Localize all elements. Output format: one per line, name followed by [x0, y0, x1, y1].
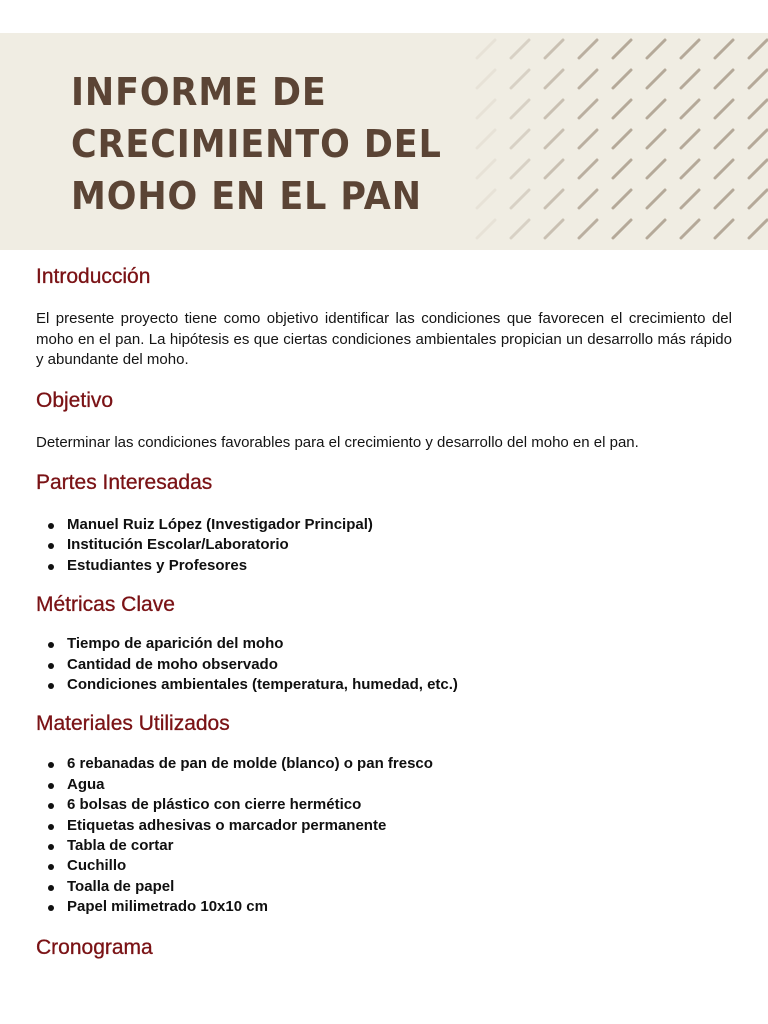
list-item: Etiquetas adhesivas o marcador permanente [36, 816, 732, 836]
pattern-dash [681, 130, 699, 148]
intro-section [36, 262, 732, 371]
list-item: 6 bolsas de plástico con cierre hermético [36, 795, 732, 815]
pattern-dash [681, 100, 699, 118]
pattern-dash [477, 100, 495, 118]
pattern-dash [545, 40, 563, 58]
list-item: Papel milimetrado 10x10 cm [36, 897, 732, 917]
objective-text: Determinar las condiciones favorables para el crecimiento y desarrollo del moho en el pan. [36, 433, 639, 451]
pattern-dash [715, 220, 733, 238]
pattern-dash [477, 220, 495, 238]
list-item: 6 rebanadas de pan de molde (blanco) o pan fresco [36, 754, 732, 774]
materials-list [36, 754, 732, 917]
materials-section [36, 709, 732, 917]
pattern-dash [511, 160, 529, 178]
pattern-dash [749, 40, 767, 58]
schedule-section [36, 933, 732, 963]
pattern-dash [613, 220, 631, 238]
pattern-dash [715, 130, 733, 148]
pattern-dash [647, 70, 665, 88]
list-item: Agua [36, 775, 732, 795]
pattern-dash [613, 190, 631, 208]
stakeholders-section [36, 468, 732, 576]
pattern-dash [647, 220, 665, 238]
pattern-dash [545, 130, 563, 148]
pattern-dash [579, 40, 597, 58]
pattern-dash [715, 40, 733, 58]
title-line-1: INFORME DE [71, 70, 327, 114]
pattern-dash [715, 70, 733, 88]
pattern-dash [545, 160, 563, 178]
pattern-dash [545, 100, 563, 118]
pattern-dash [647, 130, 665, 148]
pattern-dash [511, 40, 529, 58]
list-item: Tabla de cortar [36, 836, 732, 856]
pattern-dash [681, 70, 699, 88]
pattern-dash [545, 70, 563, 88]
pattern-dash [579, 160, 597, 178]
pattern-dash [579, 220, 597, 238]
title-line-2: CRECIMIENTO DEL [71, 122, 442, 166]
pattern-dash [681, 190, 699, 208]
pattern-dash [511, 220, 529, 238]
list-item: Institución Escolar/Laboratorio [36, 535, 732, 555]
pattern-dash [477, 130, 495, 148]
metrics-heading: Métricas Clave [36, 593, 175, 617]
pattern-dash [647, 160, 665, 178]
report-body [36, 262, 732, 963]
pattern-dash [613, 160, 631, 178]
pattern-dash [477, 70, 495, 88]
pattern-dash [715, 160, 733, 178]
pattern-dash [477, 40, 495, 58]
stakeholders-list [36, 515, 732, 576]
pattern-dash [613, 40, 631, 58]
pattern-dash [511, 70, 529, 88]
pattern-dash [749, 220, 767, 238]
pattern-dash [647, 40, 665, 58]
diagonal-dash-pattern-icon [460, 33, 768, 250]
intro-heading: Introducción [36, 265, 151, 288]
list-item: Cuchillo [36, 856, 732, 876]
pattern-dash [647, 100, 665, 118]
schedule-heading: Cronograma [36, 935, 153, 959]
list-item: Condiciones ambientales (temperatura, humedad, etc.) [36, 675, 732, 695]
intro-text: El presente proyecto tiene como objetivo identificar las condiciones que favorecen el crecimiento del moho en el pan. La hipótesis es que ciertas condiciones ambientales propician un desarrollo más rápido y abundante del moho. [36, 310, 732, 368]
pattern-dash [511, 100, 529, 118]
pattern-dash [715, 100, 733, 118]
list-item: Cantidad de moho observado [36, 655, 732, 675]
pattern-dash [749, 190, 767, 208]
pattern-dash [579, 70, 597, 88]
pattern-dash [749, 130, 767, 148]
list-item: Toalla de papel [36, 877, 732, 897]
pattern-dash [715, 190, 733, 208]
pattern-dash [749, 160, 767, 178]
header-banner [0, 33, 768, 250]
pattern-dash [545, 190, 563, 208]
pattern-dash [579, 100, 597, 118]
pattern-dash [613, 130, 631, 148]
report-title [71, 66, 442, 222]
pattern-dash [749, 70, 767, 88]
materials-heading: Materiales Utilizados [36, 712, 230, 736]
list-item: Tiempo de aparición del moho [36, 634, 732, 654]
metrics-section [36, 590, 732, 695]
title-line-3: MOHO EN EL PAN [71, 174, 422, 218]
pattern-dash [647, 190, 665, 208]
pattern-dash [477, 190, 495, 208]
pattern-dash [511, 130, 529, 148]
stakeholders-heading: Partes Interesadas [36, 471, 213, 494]
pattern-dash [477, 160, 495, 178]
objective-section [36, 386, 732, 454]
pattern-dash [613, 100, 631, 118]
pattern-dash [545, 220, 563, 238]
list-item: Estudiantes y Profesores [36, 556, 732, 576]
pattern-dash [681, 160, 699, 178]
metrics-list [36, 634, 732, 695]
pattern-dash [579, 190, 597, 208]
pattern-dash [681, 220, 699, 238]
objective-heading: Objetivo [36, 388, 114, 412]
pattern-dash [613, 70, 631, 88]
pattern-dash [511, 190, 529, 208]
pattern-dash [681, 40, 699, 58]
list-item: Manuel Ruiz López (Investigador Principal) [36, 515, 732, 535]
pattern-dash [749, 100, 767, 118]
pattern-dash [579, 130, 597, 148]
